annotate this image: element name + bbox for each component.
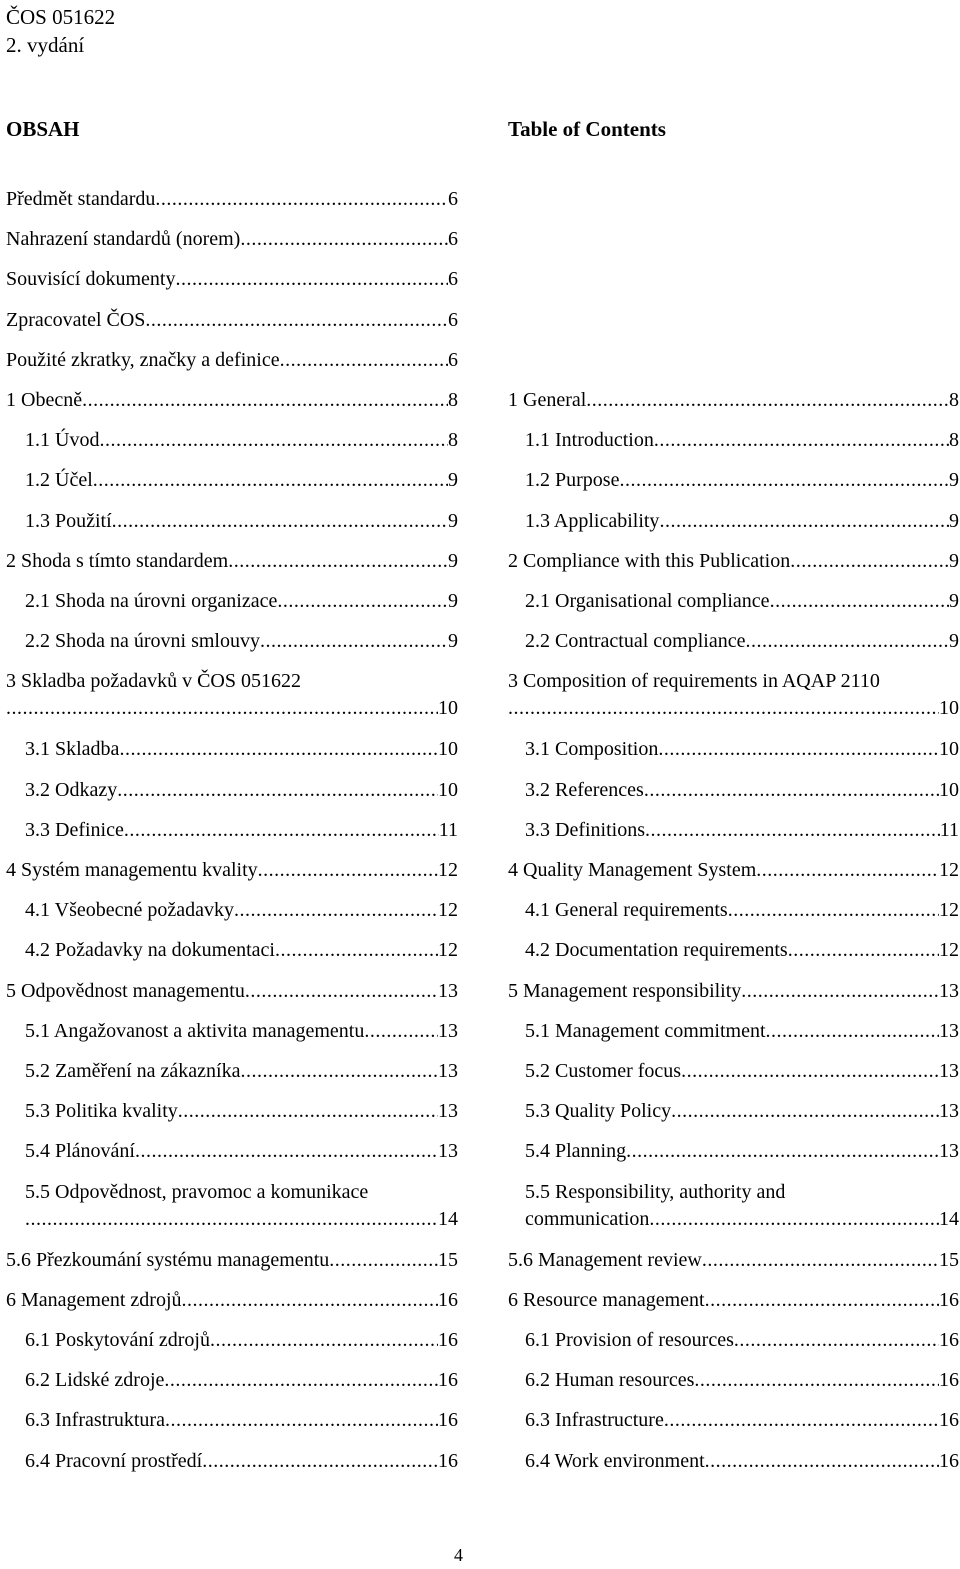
toc-page-number: 11 xyxy=(939,818,959,841)
toc-entry-title: 6.3 Infrastructure xyxy=(525,1409,664,1432)
toc-page-number: 10 xyxy=(939,778,959,801)
toc-entry-title: 3.1 Skladba xyxy=(25,738,120,761)
toc-entry-title: Nahrazení standardů (norem) xyxy=(6,228,241,251)
toc-entry-title: 5.2 Customer focus xyxy=(525,1060,682,1082)
toc-entry[interactable] xyxy=(525,1407,959,1434)
toc-page-number: 13 xyxy=(438,1100,458,1123)
toc-entry-title: 1 Obecně xyxy=(6,389,83,411)
toc-entry[interactable] xyxy=(525,937,959,964)
toc-page-number: 13 xyxy=(438,1019,458,1042)
toc-entry-title: 3 Skladba požadavků v ČOS 051622 xyxy=(6,670,301,693)
toc-page-number: 16 xyxy=(939,1329,959,1351)
toc-entry-title: 5.2 Zaměření na zákazníka xyxy=(25,1060,241,1082)
toc-dot-leader xyxy=(644,777,939,804)
toc-page-number: 10 xyxy=(939,697,959,720)
toc-entry-title: 1.1 Úvod xyxy=(25,429,100,452)
toc-page-number: 9 xyxy=(448,590,458,612)
toc-page-number: 8 xyxy=(949,429,959,452)
toc-page-number: 6 xyxy=(448,228,458,251)
toc-entry-title: 1.2 Účel xyxy=(25,469,93,492)
toc-page-number: 16 xyxy=(438,1409,458,1432)
toc-page-number: 11 xyxy=(438,818,458,841)
toc-page-number: 9 xyxy=(949,590,959,612)
toc-entry-title: 5.5 Odpovědnost, pravomoc a komunikace xyxy=(25,1180,369,1203)
toc-entry-title: 6 Resource management xyxy=(508,1288,705,1311)
toc-page-number: 16 xyxy=(939,1409,959,1432)
toc-dot-leader xyxy=(659,508,949,535)
toc-entry-title: 6.4 Pracovní prostředí xyxy=(25,1449,203,1472)
toc-entry-title: 6.3 Infrastruktura xyxy=(25,1409,165,1432)
toc-entry-title: 4.1 General requirements xyxy=(525,899,728,922)
toc-dot-leader xyxy=(626,1138,939,1165)
toc-page-number: 6 xyxy=(448,268,458,291)
toc-page-number: 12 xyxy=(939,899,959,922)
toc-dot-leader xyxy=(741,978,939,1005)
toc-entry[interactable] xyxy=(525,736,959,763)
toc-entry-title: 3.1 Composition xyxy=(525,738,659,761)
toc-entry[interactable] xyxy=(508,978,959,1005)
toc-entry[interactable] xyxy=(525,1327,959,1354)
toc-page-number: 12 xyxy=(939,859,959,881)
toc-entry-title: 6.1 Provision of resources xyxy=(525,1329,734,1351)
toc-entry[interactable] xyxy=(525,817,959,844)
toc-entry-title: 4.2 Požadavky na dokumentaci xyxy=(25,939,275,962)
toc-entry-title: 6.1 Poskytování zdrojů xyxy=(25,1329,210,1351)
toc-page-number: 10 xyxy=(438,738,458,761)
toc-page-number: 12 xyxy=(438,899,458,922)
toc-dot-leader xyxy=(770,588,949,615)
toc-dot-leader xyxy=(658,736,939,763)
toc-entry[interactable] xyxy=(525,777,959,804)
toc-page-number: 16 xyxy=(939,1369,959,1392)
toc-entry-title: 4 Systém managementu kvality xyxy=(6,859,258,881)
toc-page-number: 6 xyxy=(448,188,458,210)
edition-label: 2. vydání xyxy=(6,33,85,57)
toc-entry[interactable] xyxy=(525,1448,959,1475)
toc-entry-title: 6 Management zdrojů xyxy=(6,1288,182,1311)
toc-entry[interactable] xyxy=(525,1138,959,1165)
toc-entry-title: 5.3 Quality Policy xyxy=(525,1100,672,1123)
toc-page-number: 9 xyxy=(949,630,959,653)
toc-page-number: 9 xyxy=(949,469,959,492)
toc-entry-full-title xyxy=(525,1233,526,1234)
toc-entry[interactable] xyxy=(525,628,959,655)
toc-dot-leader xyxy=(671,1098,939,1125)
toc-dot-leader xyxy=(734,1327,939,1354)
toc-page-number: 9 xyxy=(448,509,458,532)
toc-entry-title: 1.1 Introduction xyxy=(525,429,654,452)
toc-page-number: 12 xyxy=(438,939,458,962)
toc-entry-title: 5.4 Planning xyxy=(525,1140,627,1163)
toc-entry-title: Předmět standardu xyxy=(6,188,156,210)
toc-entry-title: 2.2 Shoda na úrovni smlouvy xyxy=(25,630,260,653)
toc-entry-title: Použité zkratky, značky a definice xyxy=(6,348,280,371)
toc-page-number: 13 xyxy=(939,1019,959,1042)
toc-entry[interactable] xyxy=(508,857,959,884)
toc-entry[interactable] xyxy=(525,588,959,615)
document-id: ČOS 051622 xyxy=(6,5,116,29)
toc-dot-leader xyxy=(756,857,939,884)
toc-entry-title: 5.3 Politika kvality xyxy=(25,1100,178,1123)
toc-entry-title: 5.5 Responsibility, authority and xyxy=(525,1180,786,1203)
toc-page-number: 13 xyxy=(939,1100,959,1123)
toc-page-number: 14 xyxy=(438,1207,458,1230)
toc-page-number: 13 xyxy=(438,1060,458,1082)
toc-entry[interactable] xyxy=(508,668,959,722)
toc-entry-title: 3.3 Definitions xyxy=(525,818,645,841)
toc-page-number: 8 xyxy=(448,429,458,452)
toc-entry-title: 5.1 Management commitment xyxy=(525,1019,766,1042)
toc-page-number: 16 xyxy=(438,1369,458,1392)
toc-entry[interactable] xyxy=(525,1179,959,1233)
toc-entry-title: 1 General xyxy=(508,389,587,411)
toc-entry[interactable] xyxy=(525,508,959,535)
toc-entry[interactable] xyxy=(508,387,959,414)
toc-page-number: 16 xyxy=(939,1449,959,1472)
toc-entry[interactable] xyxy=(525,897,959,924)
toc-page-number: 10 xyxy=(438,697,458,720)
toc-page-number: 13 xyxy=(939,1060,959,1082)
toc-page-number: 6 xyxy=(448,348,458,371)
toc-page-number: 16 xyxy=(438,1329,458,1351)
toc-entry-title: 5.6 Management review xyxy=(508,1248,702,1271)
toc-page-number: 16 xyxy=(939,1288,959,1311)
toc-page-number: 16 xyxy=(438,1288,458,1311)
toc-dot-leader xyxy=(654,427,949,454)
toc-page-number: 13 xyxy=(939,979,959,1002)
toc-entry-title: 3.2 Odkazy xyxy=(25,778,118,801)
toc-page-number: 13 xyxy=(438,979,458,1002)
toc-dot-leader xyxy=(681,1058,939,1085)
toc-entry-title: Zpracovatel ČOS xyxy=(6,308,146,331)
toc-page-number: 10 xyxy=(438,778,458,801)
toc-dot-leader xyxy=(694,1367,939,1394)
page-number: 4 xyxy=(454,1545,463,1565)
toc-page-number: 13 xyxy=(939,1140,959,1163)
toc-page-number: 13 xyxy=(438,1140,458,1163)
toc-dot-leader xyxy=(586,387,949,414)
toc-dot-leader xyxy=(649,1206,939,1233)
toc-entry[interactable] xyxy=(525,1058,959,1085)
toc-entry-title: 1.3 Použití xyxy=(25,509,112,532)
toc-page-number: 16 xyxy=(438,1449,458,1472)
toc-dot-leader xyxy=(702,1247,939,1274)
toc-entry[interactable] xyxy=(525,1018,959,1045)
toc-page-number: 12 xyxy=(438,859,458,881)
toc-entry[interactable] xyxy=(525,1098,959,1125)
toc-title-czech: OBSAH xyxy=(6,117,80,141)
toc-entry-title: 1.2 Purpose xyxy=(525,469,620,492)
toc-entry-title: 5.6 Přezkoumání systému managementu xyxy=(6,1248,330,1271)
toc-entry-title: 4.1 Všeobecné požadavky xyxy=(25,899,235,922)
toc-entry-title: 2.1 Shoda na úrovni organizace xyxy=(25,590,278,612)
toc-entry-title: 5.4 Plánování xyxy=(25,1140,135,1163)
toc-page-number: 8 xyxy=(949,389,959,411)
toc-dot-leader xyxy=(790,548,949,575)
toc-entry-title: 6.4 Work environment xyxy=(525,1449,705,1472)
toc-page-number: 15 xyxy=(939,1248,959,1271)
toc-page-number: 9 xyxy=(448,630,458,653)
toc-entry-title: 3.2 References xyxy=(525,778,644,801)
toc-page-number: 8 xyxy=(448,389,458,411)
toc-dot-leader xyxy=(745,628,949,655)
toc-entry-title: 2 Compliance with this Publication xyxy=(508,549,791,572)
toc-entry-title: 3 Composition of requirements in AQAP 2110 xyxy=(508,670,880,693)
toc-dot-leader xyxy=(705,1448,939,1475)
toc-dot-leader xyxy=(788,937,939,964)
toc-page-number: 9 xyxy=(448,469,458,492)
toc-entry-title: 5.1 Angažovanost a aktivita managementu xyxy=(25,1019,365,1042)
toc-entry-title: 2.1 Organisational compliance xyxy=(525,590,770,612)
toc-page-number: 15 xyxy=(438,1248,458,1271)
toc-entry-title: 2 Shoda s tímto standardem xyxy=(6,549,229,572)
toc-entry-title: Souvisící dokumenty xyxy=(6,268,176,291)
toc-entry[interactable] xyxy=(508,548,959,575)
toc-entry-title: 5 Odpovědnost managementu xyxy=(6,979,245,1002)
toc-entry-title: communication xyxy=(525,1207,650,1230)
toc-entry[interactable] xyxy=(525,467,959,494)
toc-page-number: 12 xyxy=(939,939,959,962)
toc-entry-title: 3.3 Definice xyxy=(25,818,124,841)
toc-entry-title: 6.2 Human resources xyxy=(525,1369,695,1392)
toc-page-number: 9 xyxy=(448,549,458,572)
toc-dot-leader xyxy=(645,817,940,844)
toc-dot-leader xyxy=(619,467,949,494)
toc-page-number: 10 xyxy=(939,738,959,761)
toc-dot-leader xyxy=(728,897,939,924)
toc-entry-title: 1.3 Applicability xyxy=(525,509,660,532)
toc-entry-title: 4.2 Documentation requirements xyxy=(525,939,788,962)
toc-entry-title: 4 Quality Management System xyxy=(508,859,757,881)
toc-page-number: 9 xyxy=(949,509,959,532)
toc-entry[interactable] xyxy=(525,1367,959,1394)
toc-page-number: 6 xyxy=(448,308,458,331)
toc-entry-title: 5 Management responsibility xyxy=(508,979,742,1002)
toc-page-number: 9 xyxy=(949,549,959,572)
toc-entry-title: 2.2 Contractual compliance xyxy=(525,630,746,653)
toc-entry-title: 6.2 Lidské zdroje xyxy=(25,1369,165,1392)
toc-page-number: 14 xyxy=(939,1207,959,1230)
toc-dot-leader xyxy=(766,1018,940,1045)
toc-title-english: Table of Contents xyxy=(508,117,666,141)
toc-dot-leader xyxy=(664,1407,939,1434)
toc-entry[interactable] xyxy=(508,1247,959,1274)
toc-entry[interactable] xyxy=(525,427,959,454)
toc-entry[interactable] xyxy=(508,1287,959,1314)
toc-dot-leader xyxy=(705,1287,939,1314)
toc-dot-leader xyxy=(508,695,939,722)
